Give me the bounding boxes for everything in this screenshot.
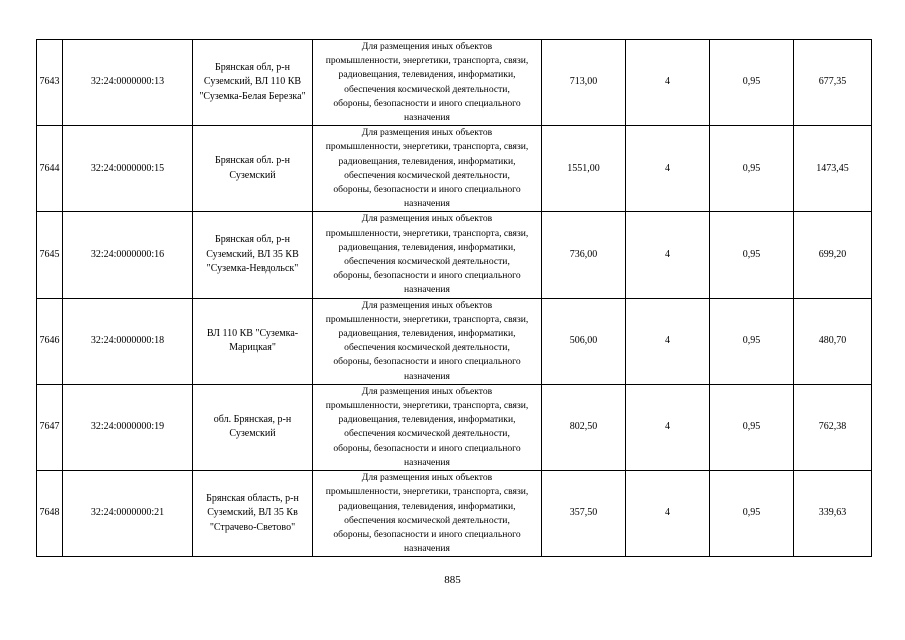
category: 4	[626, 298, 710, 384]
table-row	[37, 212, 872, 298]
permitted-use: Для размещения иных объектов промышленности, энергетики, транспорта, связи, радиовещания, телевидения, информатики, обеспечения космической деятельности, обороны, безопасности и иного специального назначения	[313, 384, 542, 470]
permitted-use: Для размещения иных объектов промышленности, энергетики, транспорта, связи, радиовещания, телевидения, информатики, обеспечения космической деятельности, обороны, безопасности и иного специального назначения	[313, 40, 542, 126]
page-number: 885	[444, 574, 461, 586]
location: обл. Брянская, р-н Суземский	[193, 384, 313, 470]
area: 506,00	[542, 298, 626, 384]
row-number: 7647	[37, 384, 63, 470]
total-value: 1473,45	[794, 126, 872, 212]
coefficient: 0,95	[710, 126, 794, 212]
table-row	[37, 298, 872, 384]
total-value: 677,35	[794, 40, 872, 126]
category: 4	[626, 40, 710, 126]
coefficient: 0,95	[710, 212, 794, 298]
row-number: 7643	[37, 40, 63, 126]
row-number: 7644	[37, 126, 63, 212]
permitted-use: Для размещения иных объектов промышленности, энергетики, транспорта, связи, радиовещания, телевидения, информатики, обеспечения космической деятельности, обороны, безопасности и иного специального назначения	[313, 471, 542, 557]
total-value: 480,70	[794, 298, 872, 384]
area: 802,50	[542, 384, 626, 470]
area: 357,50	[542, 471, 626, 557]
permitted-use: Для размещения иных объектов промышленности, энергетики, транспорта, связи, радиовещания, телевидения, информатики, обеспечения космической деятельности, обороны, безопасности и иного специального назначения	[313, 298, 542, 384]
coefficient: 0,95	[710, 40, 794, 126]
table-row	[37, 40, 872, 126]
total-value: 699,20	[794, 212, 872, 298]
category: 4	[626, 212, 710, 298]
cadastral-number: 32:24:0000000:19	[63, 384, 193, 470]
table-row	[37, 384, 872, 470]
coefficient: 0,95	[710, 298, 794, 384]
row-number: 7648	[37, 471, 63, 557]
cadastral-number: 32:24:0000000:15	[63, 126, 193, 212]
coefficient: 0,95	[710, 384, 794, 470]
table-row	[37, 126, 872, 212]
land-plots-table	[36, 39, 872, 557]
location: Брянская обл. р-н Суземский	[193, 126, 313, 212]
category: 4	[626, 126, 710, 212]
permitted-use: Для размещения иных объектов промышленности, энергетики, транспорта, связи, радиовещания, телевидения, информатики, обеспечения космической деятельности, обороны, безопасности и иного специального назначения	[313, 126, 542, 212]
row-number: 7645	[37, 212, 63, 298]
location: Брянская обл, р-н Суземский, ВЛ 110 КВ "Суземка-Белая Березка"	[193, 40, 313, 126]
area: 736,00	[542, 212, 626, 298]
table-row	[37, 471, 872, 557]
cadastral-number: 32:24:0000000:18	[63, 298, 193, 384]
category: 4	[626, 471, 710, 557]
total-value: 762,38	[794, 384, 872, 470]
row-number: 7646	[37, 298, 63, 384]
location: Брянская обл, р-н Суземский, ВЛ 35 КВ "Суземка-Невдольск"	[193, 212, 313, 298]
total-value: 339,63	[794, 471, 872, 557]
permitted-use: Для размещения иных объектов промышленности, энергетики, транспорта, связи, радиовещания, телевидения, информатики, обеспечения космической деятельности, обороны, безопасности и иного специального назначения	[313, 212, 542, 298]
cadastral-number: 32:24:0000000:21	[63, 471, 193, 557]
coefficient: 0,95	[710, 471, 794, 557]
cadastral-number: 32:24:0000000:13	[63, 40, 193, 126]
cadastral-number: 32:24:0000000:16	[63, 212, 193, 298]
category: 4	[626, 384, 710, 470]
area: 1551,00	[542, 126, 626, 212]
location: Брянская область, р-н Суземский, ВЛ 35 Кв "Страчево-Светово"	[193, 471, 313, 557]
location: ВЛ 110 КВ "Суземка- Марицкая"	[193, 298, 313, 384]
area: 713,00	[542, 40, 626, 126]
